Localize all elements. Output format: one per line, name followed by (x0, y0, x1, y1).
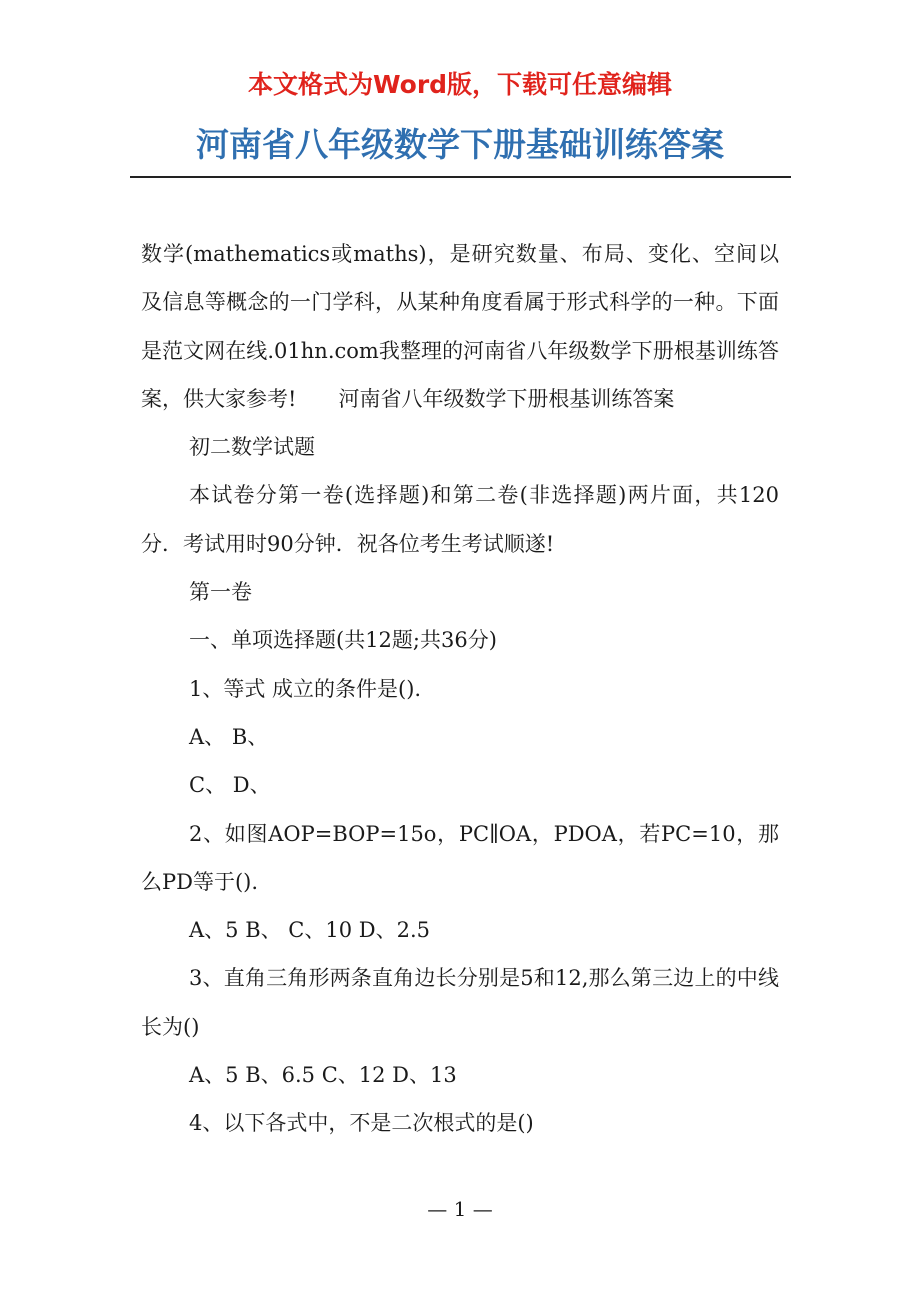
question-2-options: A、5 B、 C、10 D、2.5 (189, 918, 431, 943)
question-2: 2、如图AOP=BOP=15o，PC∥OA，PDOA，若PC=10，那么PD等于(). (141, 821, 779, 894)
intro-paragraph: 数学(mathematics或maths)，是研究数量、布局、变化、空间以及信息等概念的一门学科，从某种角度看属于形式科学的一种。下面是范文网在线.01hn.com我整理的河南省八年级数学下册根基训练答案，供大家参考! 河南省八年级数学下册根基训练答案 (141, 242, 779, 411)
document-title: 河南省八年级数学下册基础训练答案 (196, 125, 724, 164)
question-1-options-ab: A、 B、 (189, 724, 269, 749)
question-3: 3、直角三角形两条直角边长分别是5和12,那么第三边上的中线长为() (141, 966, 779, 1039)
part-heading: 一、单项选择题(共12题;共36分) (189, 628, 497, 653)
exam-instructions: 本试卷分第一卷(选择题)和第二卷(非选择题)两片面，共120分．考试用时90分钟．祝各位考生考试顺遂! (141, 483, 779, 556)
question-3-options: A、5 B、6.5 C、12 D、13 (189, 1063, 457, 1088)
page-number: — 1 — (427, 1197, 493, 1221)
question-4: 4、以下各式中，不是二次根式的是() (189, 1111, 534, 1136)
question-1-options-cd: C、 D、 (189, 773, 271, 798)
question-1: 1、等式 成立的条件是(). (189, 676, 422, 701)
exam-title: 初二数学试题 (189, 435, 315, 460)
section-heading: 第一卷 (189, 580, 252, 605)
title-divider (130, 176, 791, 178)
document-body (141, 230, 779, 1148)
format-notice-banner: 本文格式为Word版，下载可任意编辑 (247, 70, 673, 99)
